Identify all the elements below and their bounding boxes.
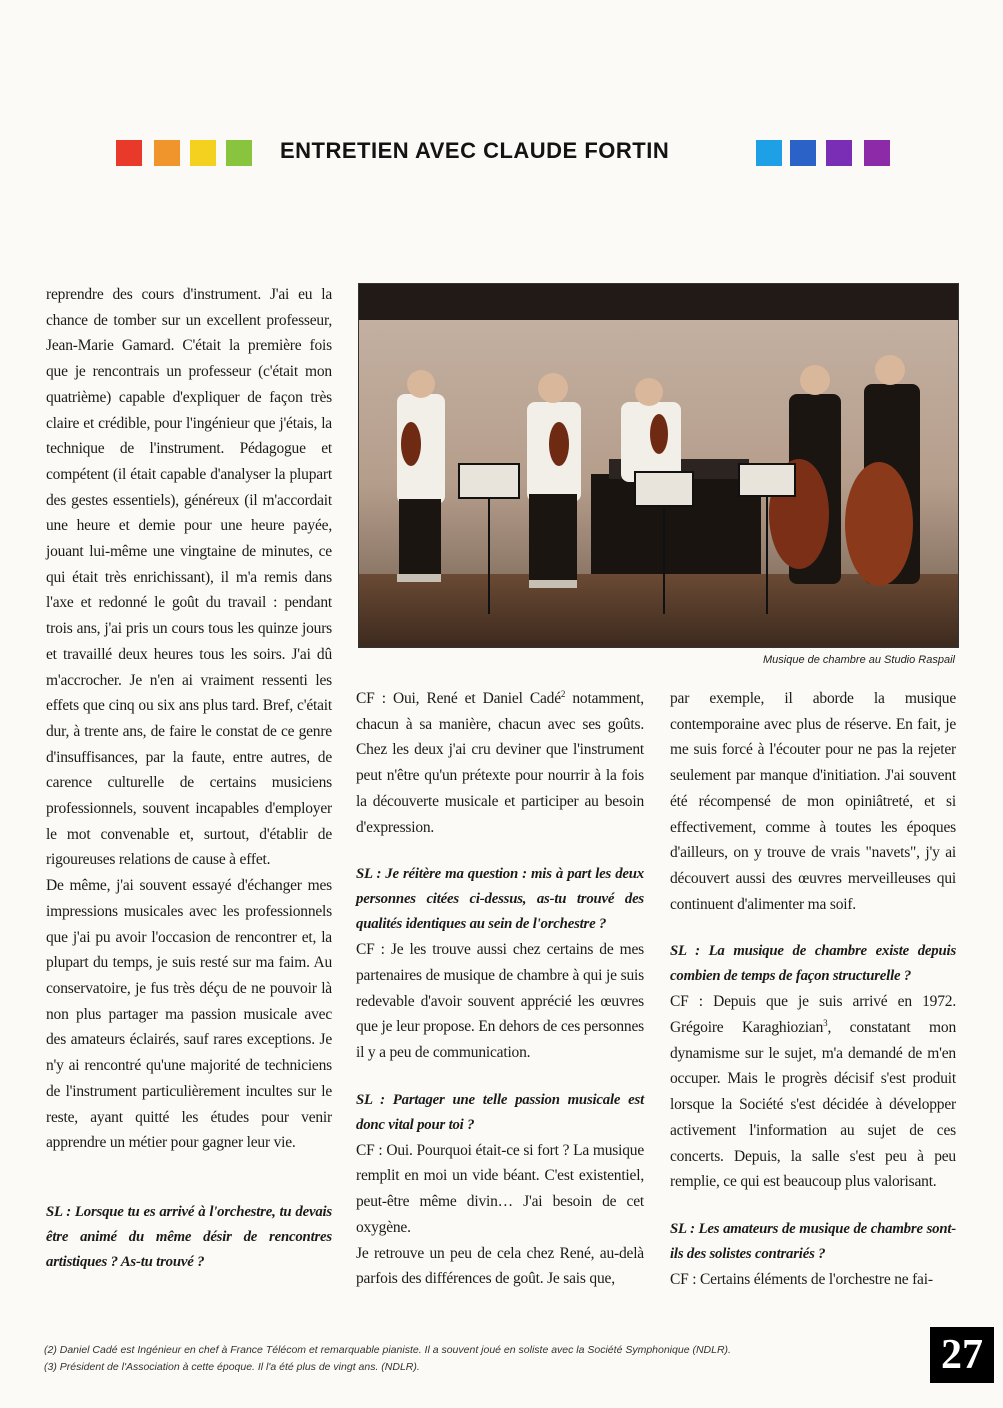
photo-caption: Musique de chambre au Studio Raspail — [762, 654, 955, 666]
interview-answer: CF : Je les trouve aussi chez certains de mes partenaires de musique de chambre à qui je suis redevable d'avoir souvent apprécié les œuvres que je leur propose. En dehors de ces personnes il y a peu de communication. — [356, 941, 644, 1062]
paragraph: par exemple, il aborde la musique contemporaine avec plus de réserve. En fait, je me suis forcé à l'écouter pour ne pas la rejeter seulement par manque d'initiation. J'ai souvent été récompensé de mon opiniâtreté, et si effectivement, comme à toutes les époques d'ailleurs, on y trouve de vrais "navets", j'y ai découvert aussi des œuvres merveilleuses qui continuent d'alimenter ma soif. — [670, 690, 956, 913]
color-square — [864, 140, 890, 166]
interview-question: SL : La musique de chambre existe depuis combien de temps de façon structurelle ? — [670, 943, 956, 985]
interview-answer: CF : Depuis que je suis arrivé en 1972. Grégoire Karaghiozian$^3$, constatant mon dynamisme sur le sujet, m'a demandé de m'en occuper. Mais le progrès décisif s'est produit lorsque la Société s'est décidée à développer activement l'information au sujet de ces concerts. Depuis, la salle s'est peu à peu remplie, ce qui est beaucoup plus valorisant. — [670, 993, 956, 1191]
color-square — [756, 140, 782, 166]
interview-answer: Je retrouve un peu de cela chez René, au-delà parfois des différences de goût. Je sais que, — [356, 1244, 644, 1288]
paragraph: reprendre des cours d'instrument. J'ai eu la chance de tomber sur un excellent professeur, Jean-Marie Gamard. C'était la première fois que je rencontrais un professeur (c'était mon quatrième) capable d'expliquer de façon très claire et crédible, pour l'ingénieur que j'étais, la technique de l'instrument. Pédagogue et compétent (il était capable d'analyser la plupart des gestes essentiels), généreux (il m'accordait une heure et demie pour une heure payée, jouant lui-même une vingtaine de minutes, ce qui était très enrichissant), il m'a remis dans l'axe et redonné le goût du travail : pendant trois ans, j'ai pris un cours tous les quinze jours et travaillé deux heures tous les soirs. J'ai dû m'accrocher. Je n'en ai vraiment ressenti les effets que cinq ou six ans plus tard. Bref, c'était dur, à trente ans, de faire le constat de ce genre d'insuffisances, par la faute, entre autres, de carence culturelle de certains musiciens professionnels, souvent incapables d'employer le mot convenable et, surtout, d'établir de rigoureuses relations de cause à effet. — [46, 286, 332, 869]
page-number: 27 — [930, 1327, 994, 1383]
text-column-2 — [356, 686, 644, 1292]
color-square — [826, 140, 852, 166]
interview-question: SL : Partager une telle passion musicale est donc vital pour toi ? — [356, 1091, 644, 1133]
interview-answer: CF : Oui, René et Daniel Cadé$^2$ notamment, chacun à sa manière, chacun avec ses goûts. Chez les deux j'ai cru deviner que l'instrument peut n'être qu'un prétexte pour nourrir à la fois la découverte musicale et participer au besoin d'expression. — [356, 688, 644, 836]
chamber-music-image — [359, 284, 958, 647]
article-title: ENTRETIEN AVEC CLAUDE FORTIN — [280, 138, 670, 163]
interview-question: SL : Lorsque tu es arrivé à l'orchestre, tu devais être animé du même désir de rencontres artistiques ? As-tu trouvé ? — [46, 1203, 332, 1270]
color-square — [190, 140, 216, 166]
color-square — [116, 140, 142, 166]
color-square — [154, 140, 180, 166]
interview-answer: CF : Certains éléments de l'orchestre ne fai- — [670, 1270, 933, 1288]
text-column-1 — [46, 282, 332, 1275]
footnotes — [44, 1342, 894, 1376]
interview-question: SL : Je réitère ma question : mis à part les deux personnes citées ci-dessus, as-tu trouvé des qualités identiques au sein de l'orchestre ? — [356, 866, 644, 933]
interview-question: SL : Les amateurs de musique de chambre sont-ils des solistes contrariés ? — [670, 1220, 956, 1262]
color-square — [226, 140, 252, 166]
text-column-3 — [670, 686, 956, 1293]
color-square — [790, 140, 816, 166]
concert-photo — [358, 283, 959, 648]
footnote: (3) Président de l'Association à cette époque. Il l'a été plus de vingt ans. (NDLR). — [44, 1361, 420, 1373]
interview-answer: CF : Oui. Pourquoi était-ce si fort ? La musique remplit en moi un vide béant. C'est existentiel, peut-être même divin… J'ai besoin de cet oxygène. — [356, 1141, 644, 1236]
footnote: (2) Daniel Cadé est Ingénieur en chef à France Télécom et remarquable pianiste. Il a souvent joué en soliste avec la Société Symphonique (NDLR). — [44, 1344, 731, 1356]
paragraph: De même, j'ai souvent essayé d'échanger mes impressions musicales avec les professionnels que j'ai pu avoir l'occasion de rencontrer et, la plupart du temps, je suis resté sur ma faim. Au conservatoire, je fus très déçu de ne pouvoir là non plus partager ma passion musicale avec des amateurs éclairés, sauf rares exceptions. Je n'y ai rencontré qu'une majorité de techniciens de l'instrument particulièrement incultes sur le reste, ayant quitté les études pour venir apprendre un métier pour gagner leur vie. — [46, 877, 332, 1152]
article-header — [116, 140, 892, 174]
